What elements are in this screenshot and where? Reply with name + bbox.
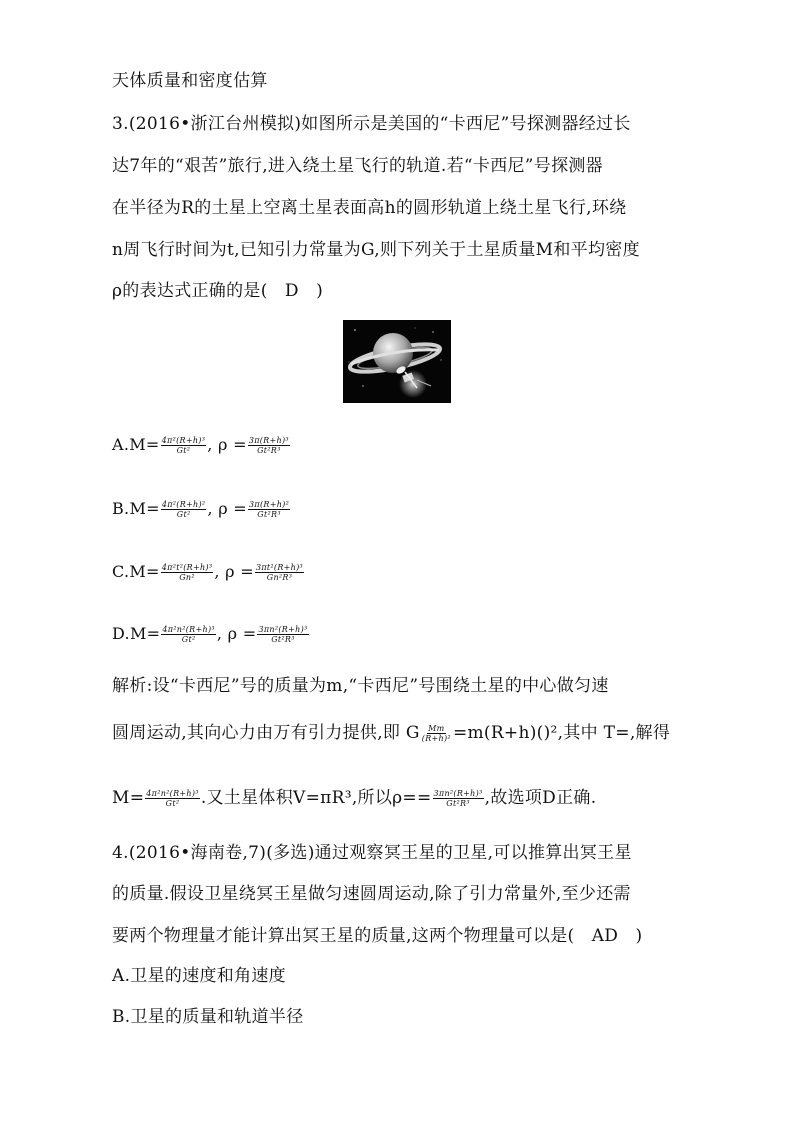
analysis-line-3-tail: ,故选项D正确. xyxy=(484,788,597,808)
analysis-line-3 xyxy=(112,787,596,809)
saturn-icon xyxy=(343,320,451,403)
analysis-line-3-head: M= xyxy=(112,788,145,808)
gravity-numerator: Mm xyxy=(428,724,445,733)
option-c-label: C.M= xyxy=(112,562,160,581)
option-b-rho-denominator: Gt²R³ xyxy=(257,510,281,519)
analysis-line-3-middle: .又土星体积V=πR³,所以ρ== xyxy=(200,788,432,808)
option-b xyxy=(112,498,291,520)
mass-result-fraction xyxy=(145,789,200,808)
analysis-line-1: 解析:设“卡西尼”号的质量为m,“卡西尼”号围绕土星的中心做匀速 xyxy=(112,676,609,696)
option-b-m-numerator: 4π²(R+h)² xyxy=(161,500,206,509)
option-d-m-fraction xyxy=(161,625,216,644)
option-a-rho-denominator: Gt²R³ xyxy=(257,446,281,455)
option-a xyxy=(112,434,291,456)
option-d xyxy=(112,623,310,645)
option-a-rho-numerator: 3π(R+h)³ xyxy=(248,436,289,445)
option-d-m-denominator: Gt² xyxy=(181,635,196,644)
saturn-cassini-image xyxy=(343,320,451,403)
density-result-fraction xyxy=(433,789,484,808)
analysis-line-2 xyxy=(112,722,670,744)
option-c-separator: , ρ = xyxy=(214,562,254,581)
option-b-label: B.M= xyxy=(112,499,160,518)
option-b-rho-numerator: 3π(R+h)² xyxy=(249,500,290,509)
q4-line-3: 要两个物理量才能计算出冥王星的质量,这两个物理量可以是( AD ) xyxy=(112,926,643,946)
q3-line-2: 达7年的“艰苦”旅行,进入绕土星飞行的轨道.若“卡西尼”号探测器 xyxy=(112,156,603,176)
option-d-separator: , ρ = xyxy=(216,624,257,643)
q4-line-2: 的质量.假设卫星绕冥王星做匀速圆周运动,除了引力常量外,至少还需 xyxy=(112,884,631,904)
option-c-m-denominator: Gn² xyxy=(179,573,195,582)
option-b-rho-fraction xyxy=(248,500,290,519)
section-title: 天体质量和密度估算 xyxy=(112,71,268,91)
density-result-numerator: 3πn²(R+h)³ xyxy=(433,789,483,798)
option-a-m-fraction xyxy=(161,436,207,455)
option-c-m-numerator: 4π²t²(R+h)³ xyxy=(161,563,213,572)
gravity-denominator: (R+h)² xyxy=(421,734,451,743)
option-b-m-fraction xyxy=(161,500,207,519)
q4-option-b: B.卫星的质量和轨道半径 xyxy=(112,1007,304,1027)
option-a-m-numerator: 4π²(R+h)³ xyxy=(161,436,206,445)
q4-option-a: A.卫星的速度和角速度 xyxy=(112,966,286,986)
option-a-separator: , ρ = xyxy=(207,435,247,454)
option-a-rho-fraction xyxy=(248,436,290,455)
q3-line-1: 3.(2016•浙江台州模拟)如图所示是美国的“卡西尼”号探测器经过长 xyxy=(112,114,631,134)
option-a-label: A.M= xyxy=(112,435,160,454)
option-c-rho-numerator: 3πt²(R+h)³ xyxy=(255,563,304,572)
q3-line-5: ρ的表达式正确的是( D ) xyxy=(112,281,324,301)
option-b-m-denominator: Gt² xyxy=(176,510,191,519)
option-a-m-denominator: Gt² xyxy=(176,446,191,455)
density-result-denominator: Gt²R³ xyxy=(446,799,470,808)
q3-line-4: n周飞行时间为t,已知引力常量为G,则下列关于土星质量M和平均密度 xyxy=(112,240,640,260)
mass-result-denominator: Gt² xyxy=(165,799,180,808)
option-c-rho-fraction xyxy=(255,563,304,582)
q3-line-3: 在半径为R的土星上空离土星表面高h的圆形轨道上绕土星飞行,环绕 xyxy=(112,198,627,218)
option-d-m-numerator: 4π²n²(R+h)³ xyxy=(162,625,215,634)
gravity-fraction xyxy=(421,724,452,743)
option-d-rho-fraction xyxy=(257,625,308,644)
option-c-rho-denominator: Gn²R³ xyxy=(266,573,293,582)
option-d-rho-denominator: Gt²R³ xyxy=(271,635,295,644)
option-c-m-fraction xyxy=(161,563,214,582)
option-d-rho-numerator: 3πn²(R+h)³ xyxy=(258,625,308,634)
analysis-line-2-text: 圆周运动,其向心力由万有引力提供,即 G xyxy=(112,723,420,743)
mass-result-numerator: 4π²n²(R+h)³ xyxy=(146,789,199,798)
analysis-line-2-tail: =m(R+h)()²,其中 T=,解得 xyxy=(452,723,671,743)
option-d-label: D.M= xyxy=(112,624,161,643)
q4-line-1: 4.(2016•海南卷,7)(多选)通过观察冥王星的卫星,可以推算出冥王星 xyxy=(112,843,632,863)
option-c xyxy=(112,561,305,583)
option-b-separator: , ρ = xyxy=(207,499,248,518)
